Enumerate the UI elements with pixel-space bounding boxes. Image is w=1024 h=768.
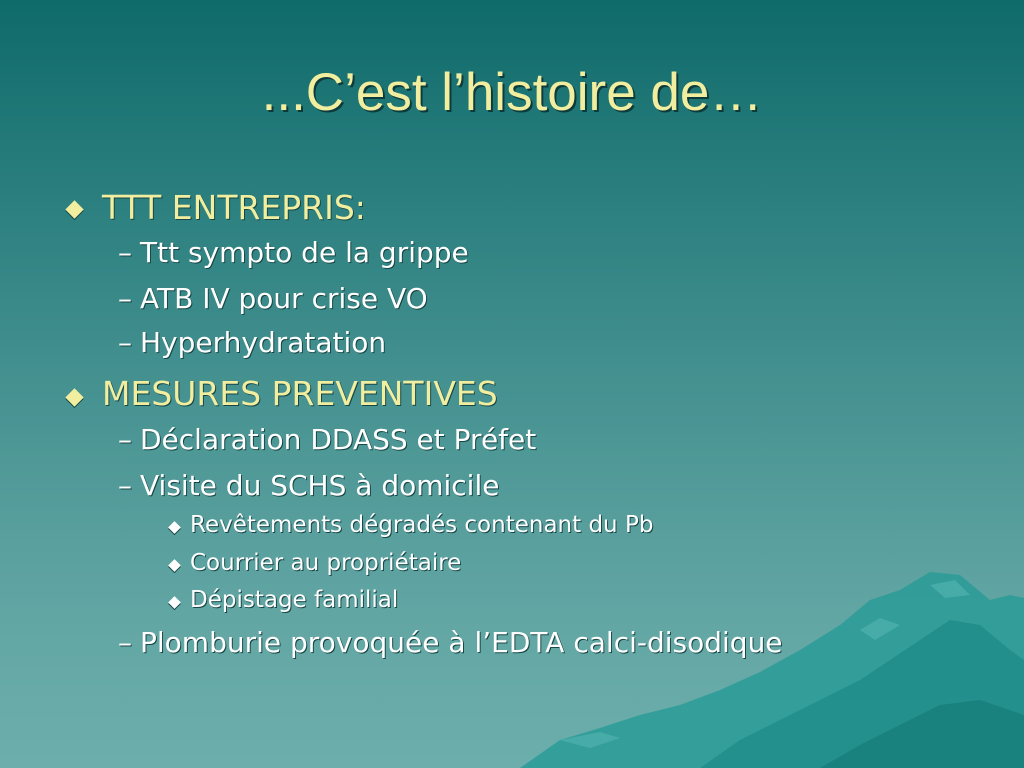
- dash: –: [118, 626, 132, 659]
- list-item: [118, 423, 536, 456]
- dash: –: [118, 282, 132, 315]
- dash: –: [118, 326, 132, 359]
- list-item: [118, 326, 386, 359]
- list-item: [118, 236, 469, 269]
- list-item: [118, 282, 428, 315]
- slide-title: ...C’est l’histoire de…: [261, 63, 763, 122]
- list-item-text: Hyperhydratation: [140, 326, 387, 359]
- list-item-text: ATB IV pour crise VO: [140, 282, 428, 315]
- dash: –: [118, 236, 132, 269]
- section-heading-ttt: TTT ENTREPRIS:: [102, 188, 366, 227]
- list-item: [118, 469, 499, 502]
- sub-list-item: Revêtements dégradés contenant du Pb: [190, 512, 654, 538]
- dash: –: [118, 469, 132, 502]
- dash: –: [118, 423, 132, 456]
- list-item: [118, 626, 783, 659]
- sub-list-item: Courrier au propriétaire: [190, 550, 462, 576]
- list-item-text: Ttt sympto de la grippe: [140, 236, 469, 269]
- list-item-text: Visite du SCHS à domicile: [140, 469, 500, 502]
- section-heading-mesures: MESURES PREVENTIVES: [102, 374, 498, 413]
- list-item-text: Plomburie provoquée à l’EDTA calci-disodique: [140, 626, 783, 659]
- list-item-text: Déclaration DDASS et Préfet: [140, 423, 537, 456]
- sub-list-item: Dépistage familial: [190, 587, 399, 613]
